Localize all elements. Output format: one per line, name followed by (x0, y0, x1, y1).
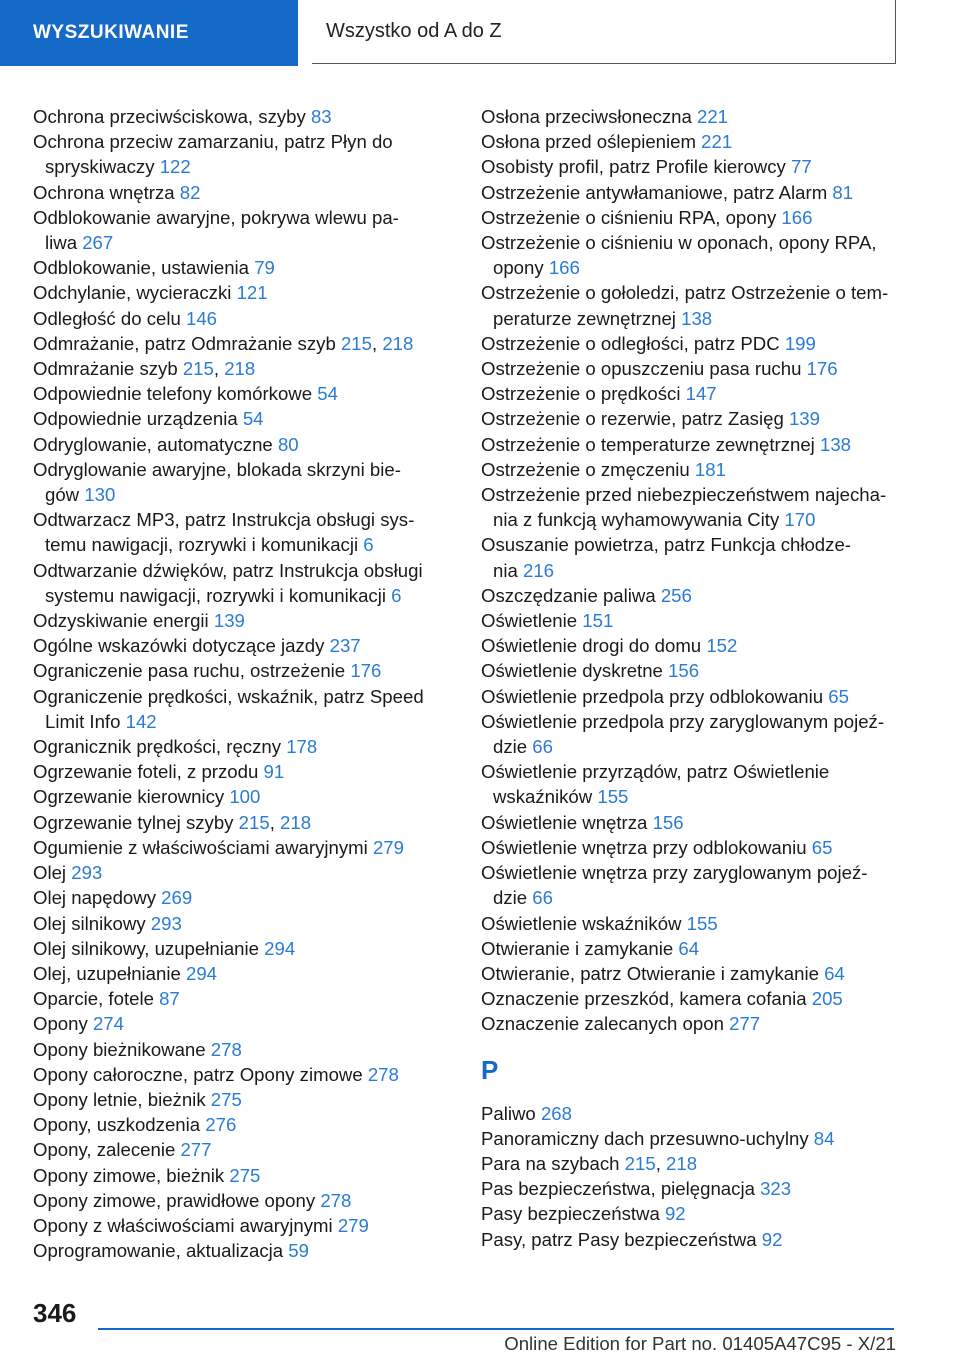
entry-text: Opony bieżnikowane (33, 1038, 211, 1060)
index-entry (33, 885, 453, 910)
index-entry (481, 129, 901, 154)
index-entry (481, 532, 901, 582)
entry-text: Odzyskiwanie energii (33, 610, 214, 632)
index-entry (481, 583, 901, 608)
entry-text: dzie (493, 736, 533, 758)
entry-text: Ostrzeżenie o ciśnieniu w oponach, opony RPA, (481, 232, 877, 254)
page-link[interactable]: 152 (706, 635, 738, 657)
page-link[interactable]: 138 (819, 433, 852, 455)
entry-text: Ogrzewanie tylnej szyby (33, 811, 239, 833)
index-entry (33, 255, 453, 280)
page-link[interactable]: 92 (664, 1203, 686, 1225)
entry-text: Odmrażanie, patrz Odmrażanie szyb (33, 332, 341, 354)
entry-text: Pasy bezpieczeństwa (481, 1203, 665, 1225)
index-entry (481, 1101, 901, 1126)
page-link[interactable]: 277 (180, 1139, 212, 1161)
entry-text: Olej (33, 862, 72, 884)
page-link[interactable]: 166 (781, 206, 813, 228)
entry-text: nia (493, 559, 523, 581)
entry-text: Opony (33, 1013, 93, 1035)
index-entry (33, 1188, 453, 1213)
index-entry (33, 558, 453, 608)
entry-text: Ograniczenie prędkości, wskaźnik, patrz Speed (33, 685, 424, 707)
footer-divider (98, 1328, 894, 1330)
entry-text: Oświetlenie drogi do domu (481, 635, 707, 657)
page-link[interactable]: 91 (263, 761, 285, 783)
page-link[interactable]: 274 (92, 1013, 124, 1035)
index-entry (33, 406, 453, 431)
page-link[interactable]: 268 (540, 1102, 572, 1124)
index-entry (33, 331, 453, 356)
entry-text: Odtwarzanie dźwięków, patrz Instrukcja obsługi (33, 559, 423, 581)
entry-text: Ochrona przeciwściskowa, szyby (33, 106, 311, 127)
index-entry (481, 1201, 901, 1226)
page-link[interactable]: 155 (686, 912, 718, 934)
index-entry (481, 1126, 901, 1151)
index-entry (33, 684, 453, 734)
entry-text: Ostrzeżenie o ciśnieniu RPA, opony (481, 206, 782, 228)
page-link[interactable]: 199 (784, 332, 816, 354)
page-link[interactable]: 66 (532, 887, 553, 909)
entry-text: Ostrzeżenie o zmęczeniu (481, 458, 695, 480)
entry-text: Odryglowanie awaryjne, blokada skrzyni bie‐ (33, 458, 401, 480)
section-tab[interactable]: WYSZUKIWANIE (0, 0, 298, 66)
page-link[interactable]: 293 (150, 912, 182, 934)
entry-text: Ostrzeżenie o opuszczeniu pasa ruchu (481, 358, 807, 380)
index-entry (33, 507, 453, 557)
entry-text: , (655, 1152, 667, 1174)
entry-text: Panoramiczny dach przesuwno-uchylny (481, 1127, 814, 1149)
page-link[interactable]: 170 (784, 509, 816, 531)
page-link[interactable]: 256 (660, 584, 692, 606)
page-link[interactable]: 278 (210, 1038, 242, 1060)
index-entry (481, 1151, 901, 1176)
chapter-title: Wszystko od A do Z (312, 0, 896, 64)
entry-text: Oszczędzanie paliwa (481, 584, 661, 606)
index-entry (481, 457, 901, 482)
index-entry (33, 1011, 453, 1036)
page-link[interactable]: 215 (182, 358, 214, 380)
index-entry (33, 986, 453, 1011)
index-entry (33, 784, 453, 809)
entry-text: Oznaczenie zalecanych opon (481, 1013, 730, 1035)
entry-text: Odmrażanie szyb (33, 358, 183, 380)
index-entry (481, 154, 901, 179)
page-link[interactable]: 130 (84, 484, 116, 506)
entry-text: liwa (45, 232, 83, 254)
index-entry (481, 961, 901, 986)
page-link[interactable]: 155 (597, 786, 629, 808)
page-link[interactable]: 156 (668, 660, 700, 682)
index-entry (481, 280, 901, 330)
page-link[interactable]: 79 (254, 257, 275, 279)
index-entry (33, 1238, 453, 1263)
index-entry (33, 936, 453, 961)
entry-text: Ochrona przeciw zamarzaniu, patrz Płyn do (33, 131, 393, 153)
entry-text: temu nawigacji, rozrywki i komunikacji (45, 534, 364, 556)
index-entry (481, 180, 901, 205)
page-link[interactable]: 176 (806, 358, 838, 380)
page-link[interactable]: 215 (238, 811, 270, 833)
entry-text: Ostrzeżenie o rezerwie, patrz Zasięg (481, 408, 789, 430)
index-entry (481, 709, 901, 759)
page-link[interactable]: 218 (280, 811, 312, 833)
entry-text: Ogrzewanie kierownicy (33, 786, 230, 808)
index-entry (33, 810, 453, 835)
entry-text: Oświetlenie przyrządów, patrz Oświetlenie (481, 761, 830, 783)
entry-text: , (371, 332, 383, 354)
page-link[interactable]: 216 (522, 559, 555, 581)
page-link[interactable]: 81 (832, 181, 854, 203)
entry-text: Otwieranie, patrz Otwieranie i zamykanie (481, 962, 825, 984)
index-entry (33, 180, 453, 205)
index-entry (481, 1176, 901, 1201)
page-link[interactable]: 92 (761, 1228, 783, 1250)
page-link[interactable]: 267 (82, 232, 114, 254)
entry-text: Odpowiednie telefony komórkowe (33, 383, 318, 405)
entry-text: nia z funkcją wyhamowywania City (493, 509, 785, 531)
index-entry (481, 759, 901, 809)
entry-text: Ochrona wnętrza (33, 181, 180, 203)
entry-text: Oświetlenie przedpola przy zaryglowanym pojeź‐ (481, 710, 885, 732)
entry-text: Opony z właściwościami awaryjnymi (33, 1214, 338, 1236)
entry-text: Limit Info (45, 710, 126, 732)
page-link[interactable]: 100 (229, 786, 261, 808)
index-entry (481, 936, 901, 961)
page-link[interactable]: 139 (213, 610, 245, 632)
index-section-letter: P (481, 1054, 499, 1085)
page-header (0, 0, 960, 66)
entry-text: Odtwarzacz MP3, patrz Instrukcja obsługi sys‐ (33, 509, 415, 531)
page-link[interactable]: 122 (159, 156, 191, 178)
page-link[interactable]: 83 (310, 106, 332, 127)
entry-text: Opony letnie, bieżnik (33, 1088, 211, 1110)
entry-text: Olej silnikowy, uzupełnianie (33, 937, 265, 959)
entry-text: Odchylanie, wycieraczki (33, 282, 237, 304)
page-link[interactable]: 166 (548, 257, 580, 279)
page-link[interactable]: 178 (286, 736, 318, 758)
index-entry (33, 1163, 453, 1188)
page-link[interactable]: 64 (824, 962, 845, 984)
index-entry (481, 205, 901, 230)
index-entry (33, 1087, 453, 1112)
page-link[interactable]: 181 (694, 458, 726, 480)
index-entry (481, 810, 901, 835)
page-link[interactable]: 275 (229, 1164, 261, 1186)
page-link[interactable]: 87 (159, 988, 180, 1010)
page-link[interactable]: 215 (624, 1152, 656, 1174)
index-entry (33, 658, 453, 683)
index-entry (33, 432, 453, 457)
entry-text: Paliwo (481, 1102, 541, 1124)
entry-text: Ogranicznik prędkości, ręczny (33, 736, 287, 758)
entry-text: wskaźników (493, 786, 598, 808)
entry-text: Osłona przeciwsłoneczna (481, 106, 697, 127)
index-entry (481, 986, 901, 1011)
page-link[interactable]: 221 (697, 106, 729, 127)
index-entry (33, 759, 453, 784)
entry-text: Oświetlenie (481, 610, 583, 632)
entry-text: dzie (493, 887, 533, 909)
page-link[interactable]: 215 (340, 332, 372, 354)
entry-text: Odblokowanie awaryjne, pokrywa wlewu pa‐ (33, 206, 399, 228)
index-entry (481, 684, 901, 709)
entry-text: Olej, uzupełnianie (33, 962, 186, 984)
page-link[interactable]: 218 (666, 1152, 698, 1174)
entry-text: Olej silnikowy (33, 912, 151, 934)
page-link[interactable]: 269 (161, 887, 193, 909)
page-number: 346 (33, 1298, 77, 1328)
index-entry (481, 658, 901, 683)
entry-text: Opony całoroczne, patrz Opony zimowe (33, 1063, 368, 1085)
page-link[interactable]: 156 (652, 811, 684, 833)
page-link[interactable]: 77 (791, 156, 812, 178)
index-entry (481, 482, 901, 532)
entry-text: Oświetlenie wnętrza przy zaryglowanym pojeź‐ (481, 862, 868, 884)
entry-text: Olej napędowy (33, 887, 162, 909)
index-entry (33, 860, 453, 885)
entry-text: Oświetlenie wnętrza przy odblokowaniu (481, 836, 812, 858)
page-link[interactable]: 66 (532, 736, 553, 758)
entry-text: Para na szybach (481, 1152, 625, 1174)
page-link[interactable]: 275 (210, 1088, 242, 1110)
entry-text: Oprogramowanie, aktualizacja (33, 1240, 289, 1262)
index-entry (481, 1227, 901, 1252)
index-entry (481, 230, 901, 280)
page-link[interactable]: 221 (701, 131, 733, 153)
page-link[interactable]: 278 (320, 1189, 352, 1211)
page-link[interactable]: 65 (828, 685, 849, 707)
index-entry (33, 1137, 453, 1162)
page-link[interactable]: 121 (236, 282, 268, 304)
entry-text: Opony zimowe, bieżnik (33, 1164, 230, 1186)
entry-text: Oświetlenie przedpola przy odblokowaniu (481, 685, 829, 707)
entry-text: Opony zimowe, prawidłowe opony (33, 1189, 321, 1211)
page-link[interactable]: 139 (788, 408, 820, 430)
page-link[interactable]: 276 (205, 1114, 237, 1136)
page-link[interactable]: 142 (125, 710, 157, 732)
entry-text: Ostrzeżenie o prędkości (481, 383, 686, 405)
index-entry (481, 356, 901, 381)
page-link[interactable]: 54 (242, 408, 264, 430)
page-link[interactable]: 146 (185, 307, 218, 329)
entry-text: Ostrzeżenie o odległości, patrz PDC (481, 332, 785, 354)
index-entry (481, 608, 901, 633)
page-link[interactable]: 82 (179, 181, 201, 203)
index-entry (33, 104, 453, 129)
entry-text: Oświetlenie dyskretne (481, 660, 669, 682)
page-link[interactable]: 278 (367, 1063, 399, 1085)
page-link[interactable]: 84 (813, 1127, 835, 1149)
entry-text: Odpowiednie urządzenia (33, 408, 243, 430)
index-entry (33, 381, 453, 406)
page-link[interactable]: 218 (382, 332, 414, 354)
entry-text: Ogrzewanie foteli, z przodu (33, 761, 264, 783)
index-entry (481, 835, 901, 860)
entry-text: Pas bezpieczeństwa, pielęgnacja (481, 1178, 761, 1200)
entry-text: Otwieranie i zamykanie (481, 937, 679, 959)
entry-text: Opony, zalecenie (33, 1139, 181, 1161)
page-link[interactable]: 205 (811, 988, 843, 1010)
index-entry (33, 1112, 453, 1137)
entry-text: Osobisty profil, patrz Profile kierowcy (481, 156, 791, 178)
entry-text: gów (45, 484, 85, 506)
index-entry (33, 835, 453, 860)
entry-text: Oświetlenie wskaźników (481, 912, 687, 934)
index-entry (33, 961, 453, 986)
entry-text: Oświetlenie wnętrza (481, 811, 653, 833)
index-entry (33, 356, 453, 381)
page-link[interactable]: 323 (760, 1178, 792, 1200)
entry-text: spryskiwaczy (45, 156, 160, 178)
page-link[interactable]: 59 (288, 1240, 309, 1262)
entry-text: opony (493, 257, 549, 279)
entry-text: Osłona przed oślepieniem (481, 131, 702, 153)
entry-text: Ostrzeżenie antywłamaniowe, patrz Alarm (481, 181, 833, 203)
page-link[interactable]: 176 (350, 660, 382, 682)
entry-text: Ogólne wskazówki dotyczące jazdy (33, 635, 330, 657)
entry-text: Odległość do celu (33, 307, 186, 329)
edition-info: Online Edition for Part no. 01405A47C95 - X/21 (504, 1333, 896, 1354)
entry-text: Ostrzeżenie o gołoledzi, patrz Ostrzeżenie o tem‐ (481, 282, 889, 304)
index-entry (33, 205, 453, 255)
page-link[interactable]: 80 (277, 433, 299, 455)
entry-text: , (213, 358, 225, 380)
index-entry (481, 860, 901, 910)
page-link[interactable]: 294 (264, 937, 296, 959)
page-link[interactable]: 64 (678, 937, 700, 959)
page-link[interactable]: 6 (363, 534, 374, 556)
entry-text: Ostrzeżenie przed niebezpieczeństwem najecha‐ (481, 484, 887, 506)
page-link[interactable]: 279 (372, 836, 404, 858)
index-entry (481, 911, 901, 936)
index-entry (33, 129, 453, 179)
entry-text: , (269, 811, 281, 833)
entry-text: systemu nawigacji, rozrywki i komunikacji (45, 584, 392, 606)
index-entry (33, 734, 453, 759)
entry-text: Osuszanie powietrza, patrz Funkcja chłodze‐ (481, 534, 851, 556)
page-link[interactable]: 147 (685, 383, 717, 405)
page-link[interactable]: 54 (317, 383, 338, 405)
page-link[interactable]: 237 (329, 635, 361, 657)
page-link[interactable]: 294 (185, 962, 218, 984)
entry-text: Opony, uszkodzenia (33, 1114, 206, 1136)
entry-text: Oparcie, fotele (33, 988, 160, 1010)
entry-text: Odblokowanie, ustawienia (33, 257, 255, 279)
index-entry (481, 104, 901, 129)
entry-text: Pasy, patrz Pasy bezpieczeństwa (481, 1228, 762, 1250)
index-entry (481, 331, 901, 356)
page-link[interactable]: 293 (71, 862, 103, 884)
page-link[interactable]: 218 (224, 358, 256, 380)
entry-text: Ograniczenie pasa ruchu, ostrzeżenie (33, 660, 351, 682)
index-entry (33, 608, 453, 633)
entry-text: Ogumienie z właściwościami awaryjnymi (33, 836, 373, 858)
index-entry (33, 306, 453, 331)
index-entry (481, 1011, 901, 1036)
entry-text: Odryglowanie, automatyczne (33, 433, 278, 455)
index-entry (33, 280, 453, 305)
index-entry (481, 633, 901, 658)
index-entry (33, 1062, 453, 1087)
index-entry (481, 406, 901, 431)
index-entry (33, 457, 453, 507)
page-link[interactable]: 138 (681, 307, 713, 329)
page-link[interactable]: 151 (582, 610, 614, 632)
page-link[interactable]: 65 (811, 836, 833, 858)
index-column-left (33, 104, 453, 1263)
index-entry (33, 1037, 453, 1062)
page-link[interactable]: 277 (729, 1013, 761, 1035)
page-link[interactable]: 279 (337, 1214, 369, 1236)
index-entry (481, 381, 901, 406)
page-link[interactable]: 6 (391, 584, 402, 606)
index-entry (481, 432, 901, 457)
entry-text: Oznaczenie przeszkód, kamera cofania (481, 988, 812, 1010)
entry-text: peraturze zewnętrznej (493, 307, 682, 329)
index-entry (33, 911, 453, 936)
index-column-right (481, 104, 901, 1252)
entry-text: Ostrzeżenie o temperaturze zewnętrznej (481, 433, 820, 455)
index-entry (33, 1213, 453, 1238)
index-entry (33, 633, 453, 658)
